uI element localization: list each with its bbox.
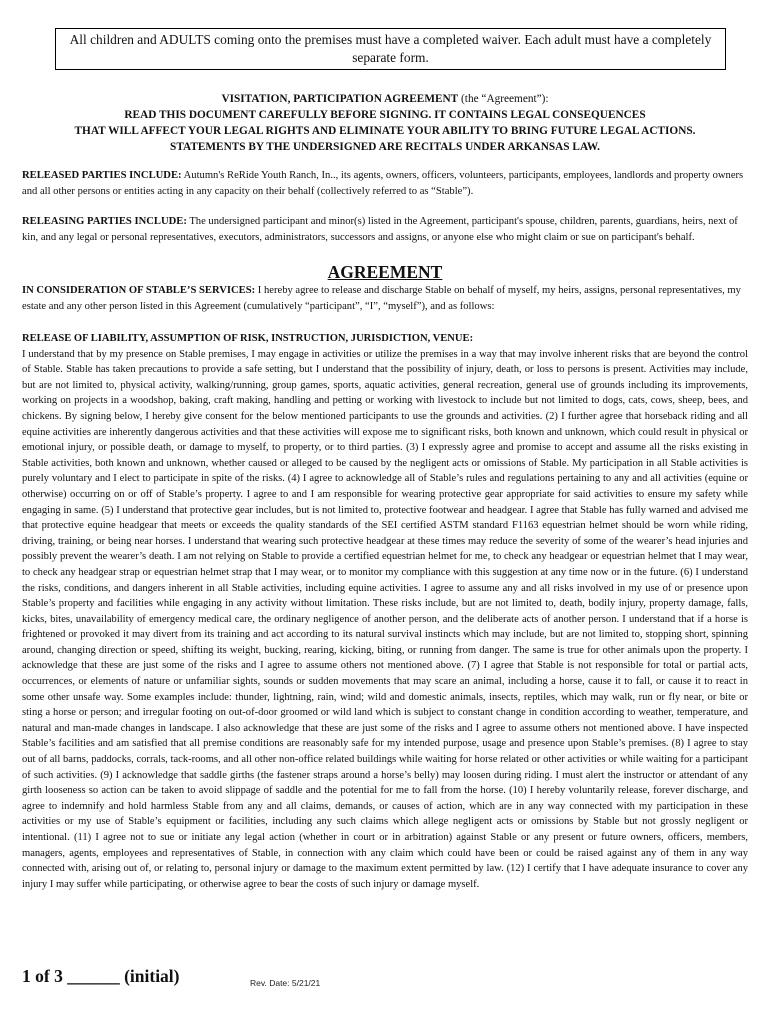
release-heading: RELEASE OF LIABILITY, ASSUMPTION OF RISK, INSTRUCTION, JURISDICTION, VENUE:: [22, 333, 474, 344]
title-block: [22, 91, 748, 155]
title-line-4: STATEMENTS BY THE UNDERSIGNED ARE RECITALS UNDER ARKANSAS LAW.: [170, 141, 600, 153]
agreement-heading: AGREEMENT: [327, 262, 443, 282]
notice-box: [55, 28, 726, 70]
title-line-3: THAT WILL AFFECT YOUR LEGAL RIGHTS AND ELIMINATE YOUR ABILITY TO BRING FUTURE LEGAL ACTIONS.: [74, 125, 696, 137]
consideration-text: I hereby agree to release and discharge Stable on behalf of myself, my heirs, assigns, personal representatives, my estate and any other person listed in this Agreement (cumulatively “participant”, “I”, “myself”), and as follows:: [22, 285, 741, 312]
releasing-parties-text: The undersigned participant and minor(s) listed in the Agreement, participant's spouse, children, parents, guardians, heirs, next of kin, and any legal or personal representatives, executors, administrators, successors and assigns, or anyone else who might claim or sue on participant's behalf.: [22, 216, 738, 243]
title-main: VISITATION, PARTICIPATION AGREEMENT: [221, 93, 459, 105]
releasing-parties-paragraph: [22, 214, 748, 246]
title-suffix: (the “Agreement”):: [458, 93, 549, 105]
notice-text: All children and ADULTS coming onto the premises must have a completed waiver. Each adult must have a completely separate form.: [69, 32, 712, 65]
page-initial-line: 1 of 3 ______ (initial): [22, 966, 180, 986]
releasing-parties-label: RELEASING PARTIES INCLUDE:: [22, 216, 187, 227]
consideration-label: IN CONSIDERATION OF STABLE’S SERVICES:: [22, 285, 256, 296]
released-parties-text: Autumn's ReRide Youth Ranch, In.., its agents, owners, officers, volunteers, participants, employees, landlords and property owners and all other persons or entities acting in any capacity on their behalf (collectively referred to as “Stable”).: [22, 170, 744, 197]
release-body: I understand that by my presence on Stable premises, I may engage in activities or utilize the premises in a way that may involve inherent risks that are beyond the control of Stable. Stable has taken precautions to provide a safe setting, but I understand that the possibility of injury, death, or loss to persons is present. Activities may include, but are not limited to, physical activity, walking/running, group games, sports, aquatic activities, general recreation, general use of grounds including its improvements, working on projects in a woodshop, baking, craft making, handling and petting or working with livestock to include but not limited to dogs, cats, cows, sheep, bees, and chickens. By signing below, I hereby give consent for the below mentioned participants to use the grounds and activities. (2) I further agree that horseback riding and all equine activities are inherently dangerous activities and that these activities will expose me to significant risks, both known and unknown, which could result in physical or emotional injury, or possible death, or damage to myself, to property, or to third parties. (3) I expressly agree and promise to accept and assume all the risks existing in Stable activities, both known and unknown, whether caused or alleged to be caused by the negligent acts or omissions of Stable. My participation in all Stable activities is purely voluntary and I elect to participate in spite of the risks. (4) I agree to acknowledge all of Stable’s rules and regulations pertaining to any and all activities (equine or otherwise) occurring on or off of Stable’s property. I agree to and I am responsible for wearing protective gear appropriate for said activities to ensure my safety while engaging in same. (5) I understand that protective gear includes, but is not limited to, protective footwear and headgear. I agree that Stable has fully warned and advised me that protective equine headgear that meets or exceeds the quality standards of the SEI certified ASTM standard F1163 equestrian helmet should be worn while riding, driving, training, or being near horses. I understand that wearing such protective headgear at these times may reduce the severity of some of the wearer’s head injuries and possibly prevent the wearer’s death. I am not relying on Stable to provide a certified equestrian helmet for me, to check any headgear or equestrian helmet that I may wear, to check any headgear strap or equestrian helmet strap that I may wear, or to monitor my compliance with this suggestion at any time now or in the future. (6) I understand the risks, conditions, and dangers inherent in all Stable activities, including equine activities. I agree to assume any and all risks involved in my use of or presence upon Stable’s property and facilities while engaging in any activity without limitation. These risks include, but are not limited to, death, bodily injury, property damage, falls, kicks, bites, unavailability of emergency medical care, the ordinary negligence of another person, and the deliberate acts of another person. I understand that if a horse is frightened or provoked it may divert from its training and act according to its natural survival instincts which may include, but are not limited to, stopping short, spinning around, changing direction or speed, shifting its weight, bucking, rearing, kicking, biting, or running from danger. The same is true for other animals upon the property. I acknowledge that these are just some of the risks and I agree to assume others not mentioned above. (7) I agree that Stable is not responsible for total or partial acts, occurrences, or elements of nature or unfamiliar sights, sounds or sudden movements that may scare an animal, including a horse, cause it to fall, or cause it to react in some other unsafe way. Some examples include: thunder, lightning, rain, wind; wild and domestic animals, insects, reptiles, which may walk, run or fly near, or bite or sting a horse or person; and irregular footing on out-of-door groomed or wild land which is subject to constant change in condition according to weather, temperature, and natural and man-made changes in landscape. I also acknowledge that these are just some of the risks and I agree to assume others not mentioned above. I have inspected Stable’s facilities and am satisfied that all premise conditions are reasonably safe for my intended purpose, usage and presence upon Stable’s premises. (8) I agree to stay out of all barns, paddocks, corrals, tack-rooms, and all other non-office related buildings while waiting for horse related or other activities or while waiting for a participant of such activities. (9) I acknowledge that saddle girths (the fastener straps around a horse’s belly) may loosen during riding. I must alert the instructor or attendant of any girth looseness so action can be taken to avoid slippage of saddle and the potential for me to fall from the horse. (10) I hereby voluntarily release, forever discharge, and agree to indemnify and hold harmless Stable from any and all claims, demands, or causes of action, which are in any way connected with my participation in these activities or my use of Stable’s equipment or facilities, including any such claims which allege negligent acts or omissions by Stable but not grossly negligent or intentional. (11) I agree not to sue or initiate any legal action (whether in court or in arbitration) against Stable or any present or future owners, officers, members, managers, agents, employees and representatives of Stable, in connection with any claim which could have been or could be raised against any of them in any way connected with, arising out of, or relating to, personal injury or damage to the maximum extent permitted by law. (12) I certify that I have adequate insurance to cover any injury I may suffer while participating, or otherwise agree to bear the costs of such injury or damage myself.: [22, 348, 748, 890]
consideration-paragraph: [22, 283, 748, 315]
title-line-1: [22, 91, 748, 107]
release-section: [22, 331, 748, 892]
title-line-2: READ THIS DOCUMENT CAREFULLY BEFORE SIGNING. IT CONTAINS LEGAL CONSEQUENCES: [124, 109, 646, 121]
released-parties-paragraph: [22, 168, 748, 200]
released-parties-label: RELEASED PARTIES INCLUDE:: [22, 170, 182, 181]
revision-date: Rev. Date: 5/21/21: [250, 978, 321, 988]
